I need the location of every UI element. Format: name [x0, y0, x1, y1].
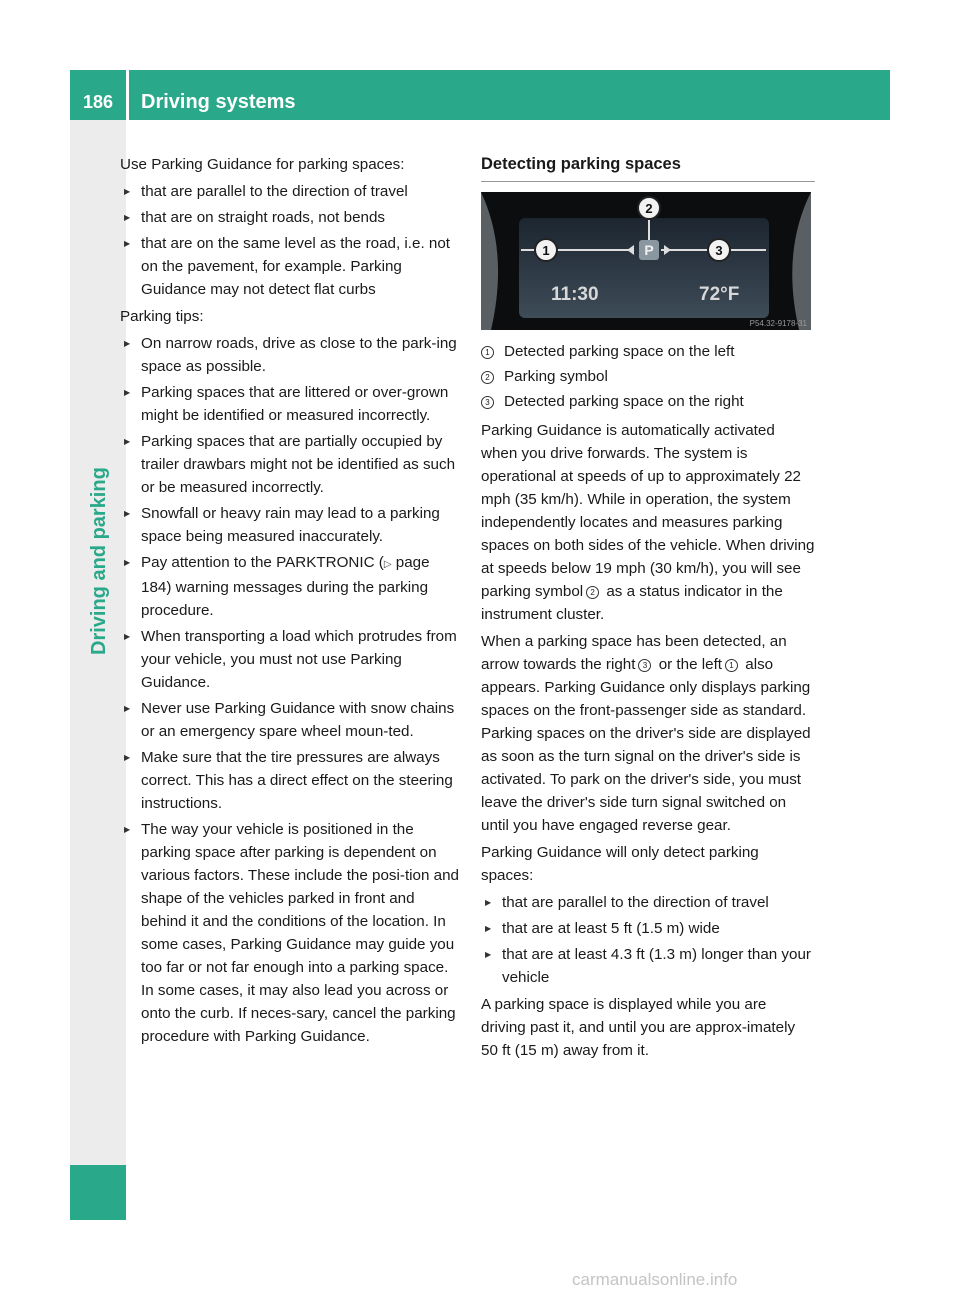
figure-code: P54.32-9178-31 — [749, 319, 807, 328]
callout-number-icon: 2 — [586, 586, 599, 599]
tip-text: Pay attention to the PARKTRONIC ( — [141, 554, 384, 571]
page-reference-arrow-icon: ▷ — [383, 559, 392, 570]
paragraph: A parking space is displayed while you are driving past it, and until you are approx-imately 50 ft (15 m) away from it. — [481, 996, 796, 1059]
list-item: ▶ Parking spaces that are partially occupied by trailer drawbars might not be identified as such or be measured incorrectly. — [120, 430, 464, 499]
page-number: 186 — [82, 92, 114, 112]
list-item: ▶ that are parallel to the direction of travel — [120, 180, 464, 203]
section-heading: Detecting parking spaces — [481, 153, 815, 182]
callout-number-icon: 3 — [481, 396, 494, 409]
detection-conditions-list — [481, 891, 815, 989]
paragraph-text: Parking Guidance is automatically activated when you drive forwards. The system is operational at speeds of up to approximately 22 mph (35 km/h). While in operation, the system independently locates and measures parking spaces on both sides of the vehicle. When driving at speeds below 19 mph (30 km/h), you will see parking symbol — [481, 422, 815, 600]
list-item: ▶ On narrow roads, drive as close to the park-ing space as possible. — [120, 332, 464, 378]
intro-text: Use Parking Guidance for parking spaces: — [120, 156, 405, 173]
instrument-cluster-illustration — [481, 192, 811, 330]
legend-item — [481, 340, 815, 363]
parking-symbol-letter: P — [644, 242, 654, 258]
paragraph-text: When a parking space has been detected, an arrow towards the right — [481, 633, 787, 673]
side-band — [70, 120, 126, 1220]
paragraph — [481, 419, 815, 626]
paragraph — [481, 630, 815, 837]
paragraph-text: also appears. Parking Guidance only displays parking spaces on the front-passenger side as standard. Parking spaces on the driver's side are displayed as soon as the turn signal on the driver's side is activated. To park on the driver's side, you must leave the driver's side turn signal switched on until you have engaged reverse gear. — [481, 656, 811, 834]
watermark: carmanualsonline.info — [572, 1270, 738, 1289]
list-item: ▶ that are at least 5 ft (1.5 m) wide — [481, 917, 815, 940]
callout-number-icon: 2 — [481, 371, 494, 384]
callout-1-label: 1 — [542, 243, 550, 258]
callout-2-label: 2 — [645, 201, 653, 216]
instrument-cluster-figure — [481, 192, 811, 330]
list-item: ▶ that are parallel to the direction of travel — [481, 891, 815, 914]
paragraph-text: as a status indicator in the instrument cluster. — [481, 583, 783, 623]
paragraph-text: or the left — [654, 656, 723, 673]
right-column — [481, 153, 815, 1066]
list-item: ▶ that are at least 4.3 ft (1.3 m) longer than your vehicle — [481, 943, 815, 989]
left-column — [120, 153, 464, 1052]
legend-text: Detected parking space on the right — [504, 393, 744, 410]
callout-number-icon: 3 — [638, 659, 651, 672]
paragraph: Parking Guidance will only detect parking spaces: — [481, 844, 759, 884]
list-item — [120, 551, 464, 622]
legend-item — [481, 365, 815, 388]
section-title: Driving systems — [141, 91, 296, 113]
list-item: ▶ that are on the same level as the road, i.e. not on the pavement, for example. Parking Guidance may not detect flat curbs — [120, 232, 464, 301]
list-item: ▶ The way your vehicle is positioned in the parking space after parking is dependent on various factors. These include the posi-tion and shape of the vehicles parked in front and behind it and the conditions of the location. In some cases, Parking Guidance may guide you too far or not far enough into a parking space. In some cases, it may also lead you across or onto the curb. If neces-sary, cancel the parking procedure with Parking Guidance. — [120, 818, 464, 1048]
side-tab-marker — [70, 1165, 126, 1220]
side-tab-label: Driving and parking — [88, 467, 110, 655]
list-item: ▶ Make sure that the tire pressures are always correct. This has a direct effect on the steering instructions. — [120, 746, 464, 815]
parking-tips-list — [120, 332, 464, 1048]
figure-legend — [481, 340, 815, 413]
list-item: ▶ that are on straight roads, not bends — [120, 206, 464, 229]
callout-number-icon: 1 — [481, 346, 494, 359]
header-divider — [126, 70, 129, 120]
list-item: ▶ When transporting a load which protrudes from your vehicle, you must not use Parking Guidance. — [120, 625, 464, 694]
legend-text: Detected parking space on the left — [504, 343, 735, 360]
list-item: ▶ Never use Parking Guidance with snow chains or an emergency spare wheel moun-ted. — [120, 697, 464, 743]
tip-text: page 184) warning messages during the parking procedure. — [141, 554, 430, 619]
callout-number-icon: 1 — [725, 659, 738, 672]
callout-3-label: 3 — [715, 243, 723, 258]
temperature-readout: 72°F — [699, 284, 740, 305]
list-item: ▶ Snowfall or heavy rain may lead to a parking space being measured inaccurately. — [120, 502, 464, 548]
legend-text: Parking symbol — [504, 368, 608, 385]
list-item: ▶ Parking spaces that are littered or over-grown might be identified or measured incorrectly. — [120, 381, 464, 427]
tips-label: Parking tips: — [120, 308, 204, 325]
clock-readout: 11:30 — [551, 284, 599, 305]
space-conditions-list — [120, 180, 464, 301]
legend-item — [481, 390, 815, 413]
